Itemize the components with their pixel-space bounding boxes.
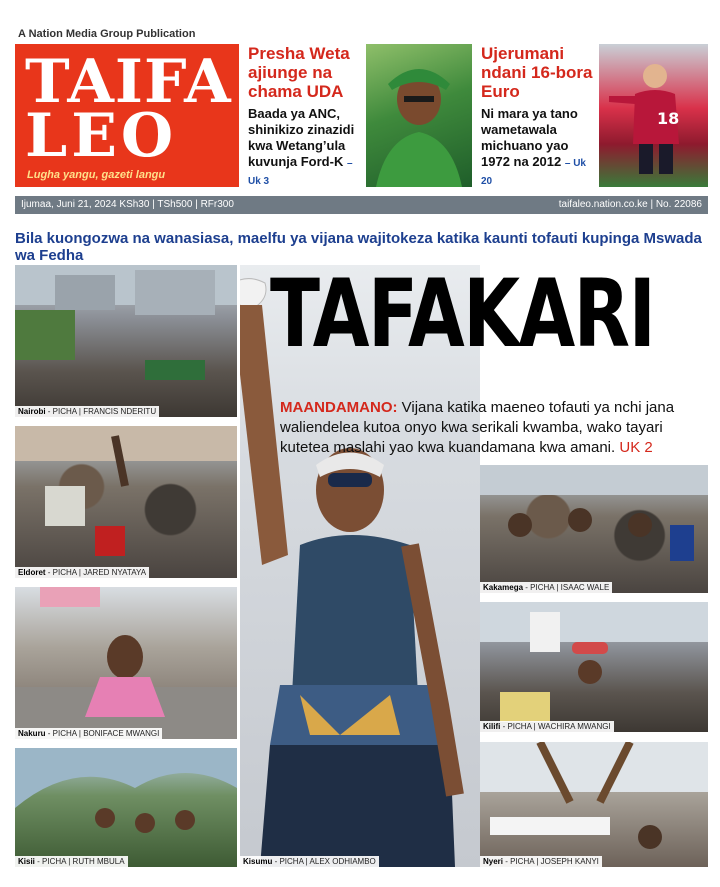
kilifi-crowd-icon <box>480 602 708 732</box>
website-issue[interactable]: taifaleo.nation.co.ke | No. 22086 <box>558 199 702 210</box>
dateline-bar <box>15 196 708 214</box>
politician-portrait-icon <box>366 44 472 187</box>
teaser-1-page-ref[interactable]: – Uk 3 <box>248 158 353 187</box>
footballer-icon <box>599 44 708 187</box>
kicker-subhead: Bila kuongozwa na wanasiasa, maelfu ya vijana wajitokeza katika kaunti tofauti kupinga Mswada wa Fedha <box>15 230 702 264</box>
teaser-1-headline[interactable]: Presha Weta ajiunge na chama UDA <box>248 44 350 101</box>
caption-eldoret: Eldoret - PICHA | JARED NYATAYA <box>15 567 149 578</box>
teaser-2-photo <box>599 44 708 187</box>
eldoret-crowd-icon <box>15 426 237 578</box>
nakuru-protester-icon <box>15 587 237 739</box>
photo-kakamega <box>480 465 708 593</box>
teaser-2-body: Ni mara ya tano wametawala michuano yao 1972 na 2012 <box>481 106 578 169</box>
caption-kisumu: Kisumu - PICHA | ALEX ODHIAMBO <box>240 856 379 867</box>
story-text: Vijana katika maeneo tofauti ya nchi jana waliendelea kutoa onyo kwa serikali kwamba, wako tayari kutetea maslahi yao kwa kuandamana kwa amani. <box>280 399 675 456</box>
teaser-2-text <box>481 106 593 190</box>
caption-nakuru: Nakuru - PICHA | BONIFACE MWANGI <box>15 728 162 739</box>
teaser-1-photo <box>366 44 472 187</box>
nairobi-crowd-icon <box>15 265 237 417</box>
story-body <box>280 398 708 458</box>
photo-eldoret <box>15 426 237 578</box>
story-lead: MAANDAMANO: <box>280 399 398 416</box>
masthead <box>15 44 239 187</box>
caption-kilifi: Kilifi - PICHA | WACHIRA MWANGI <box>480 721 614 732</box>
caption-nairobi: Nairobi - PICHA | FRANCIS NDERITU <box>15 406 159 417</box>
photo-kilifi <box>480 602 708 732</box>
main-headline: TAFAKARI <box>270 260 655 369</box>
teaser-2-headline[interactable]: Ujerumani ndani 16-bora Euro <box>481 44 593 101</box>
kakamega-crowd-icon <box>480 465 708 593</box>
publisher-line: A Nation Media Group Publication <box>18 28 196 40</box>
caption-kakamega: Kakamega - PICHA | ISAAC WALE <box>480 582 612 593</box>
teaser-1-body: Baada ya ANC, shinikizo zinazidi kwa Wetang’ula kuvunja Ford-K <box>248 106 355 169</box>
teaser-2-page-ref[interactable]: – Uk 20 <box>481 158 586 187</box>
svg-text:18: 18 <box>657 109 680 128</box>
kisii-crowd-icon <box>15 748 237 867</box>
masthead-line2: LEO <box>25 101 178 171</box>
story-page-ref[interactable]: UK 2 <box>615 439 653 456</box>
photo-nyeri <box>480 742 708 867</box>
photo-kisii <box>15 748 237 867</box>
date-price: Ijumaa, Juni 21, 2024 KSh30 | TSh500 | RFr300 <box>21 199 234 210</box>
nyeri-crowd-icon <box>480 742 708 867</box>
caption-kisii: Kisii - PICHA | RUTH MBULA <box>15 856 128 867</box>
photo-nairobi <box>15 265 237 417</box>
caption-nyeri: Nyeri - PICHA | JOSEPH KANYI <box>480 856 602 867</box>
masthead-line1: TAIFA <box>25 47 232 117</box>
photo-nakuru <box>15 587 237 739</box>
masthead-tagline: Lugha yangu, gazeti langu <box>27 169 166 181</box>
teaser-1-text <box>248 106 360 190</box>
